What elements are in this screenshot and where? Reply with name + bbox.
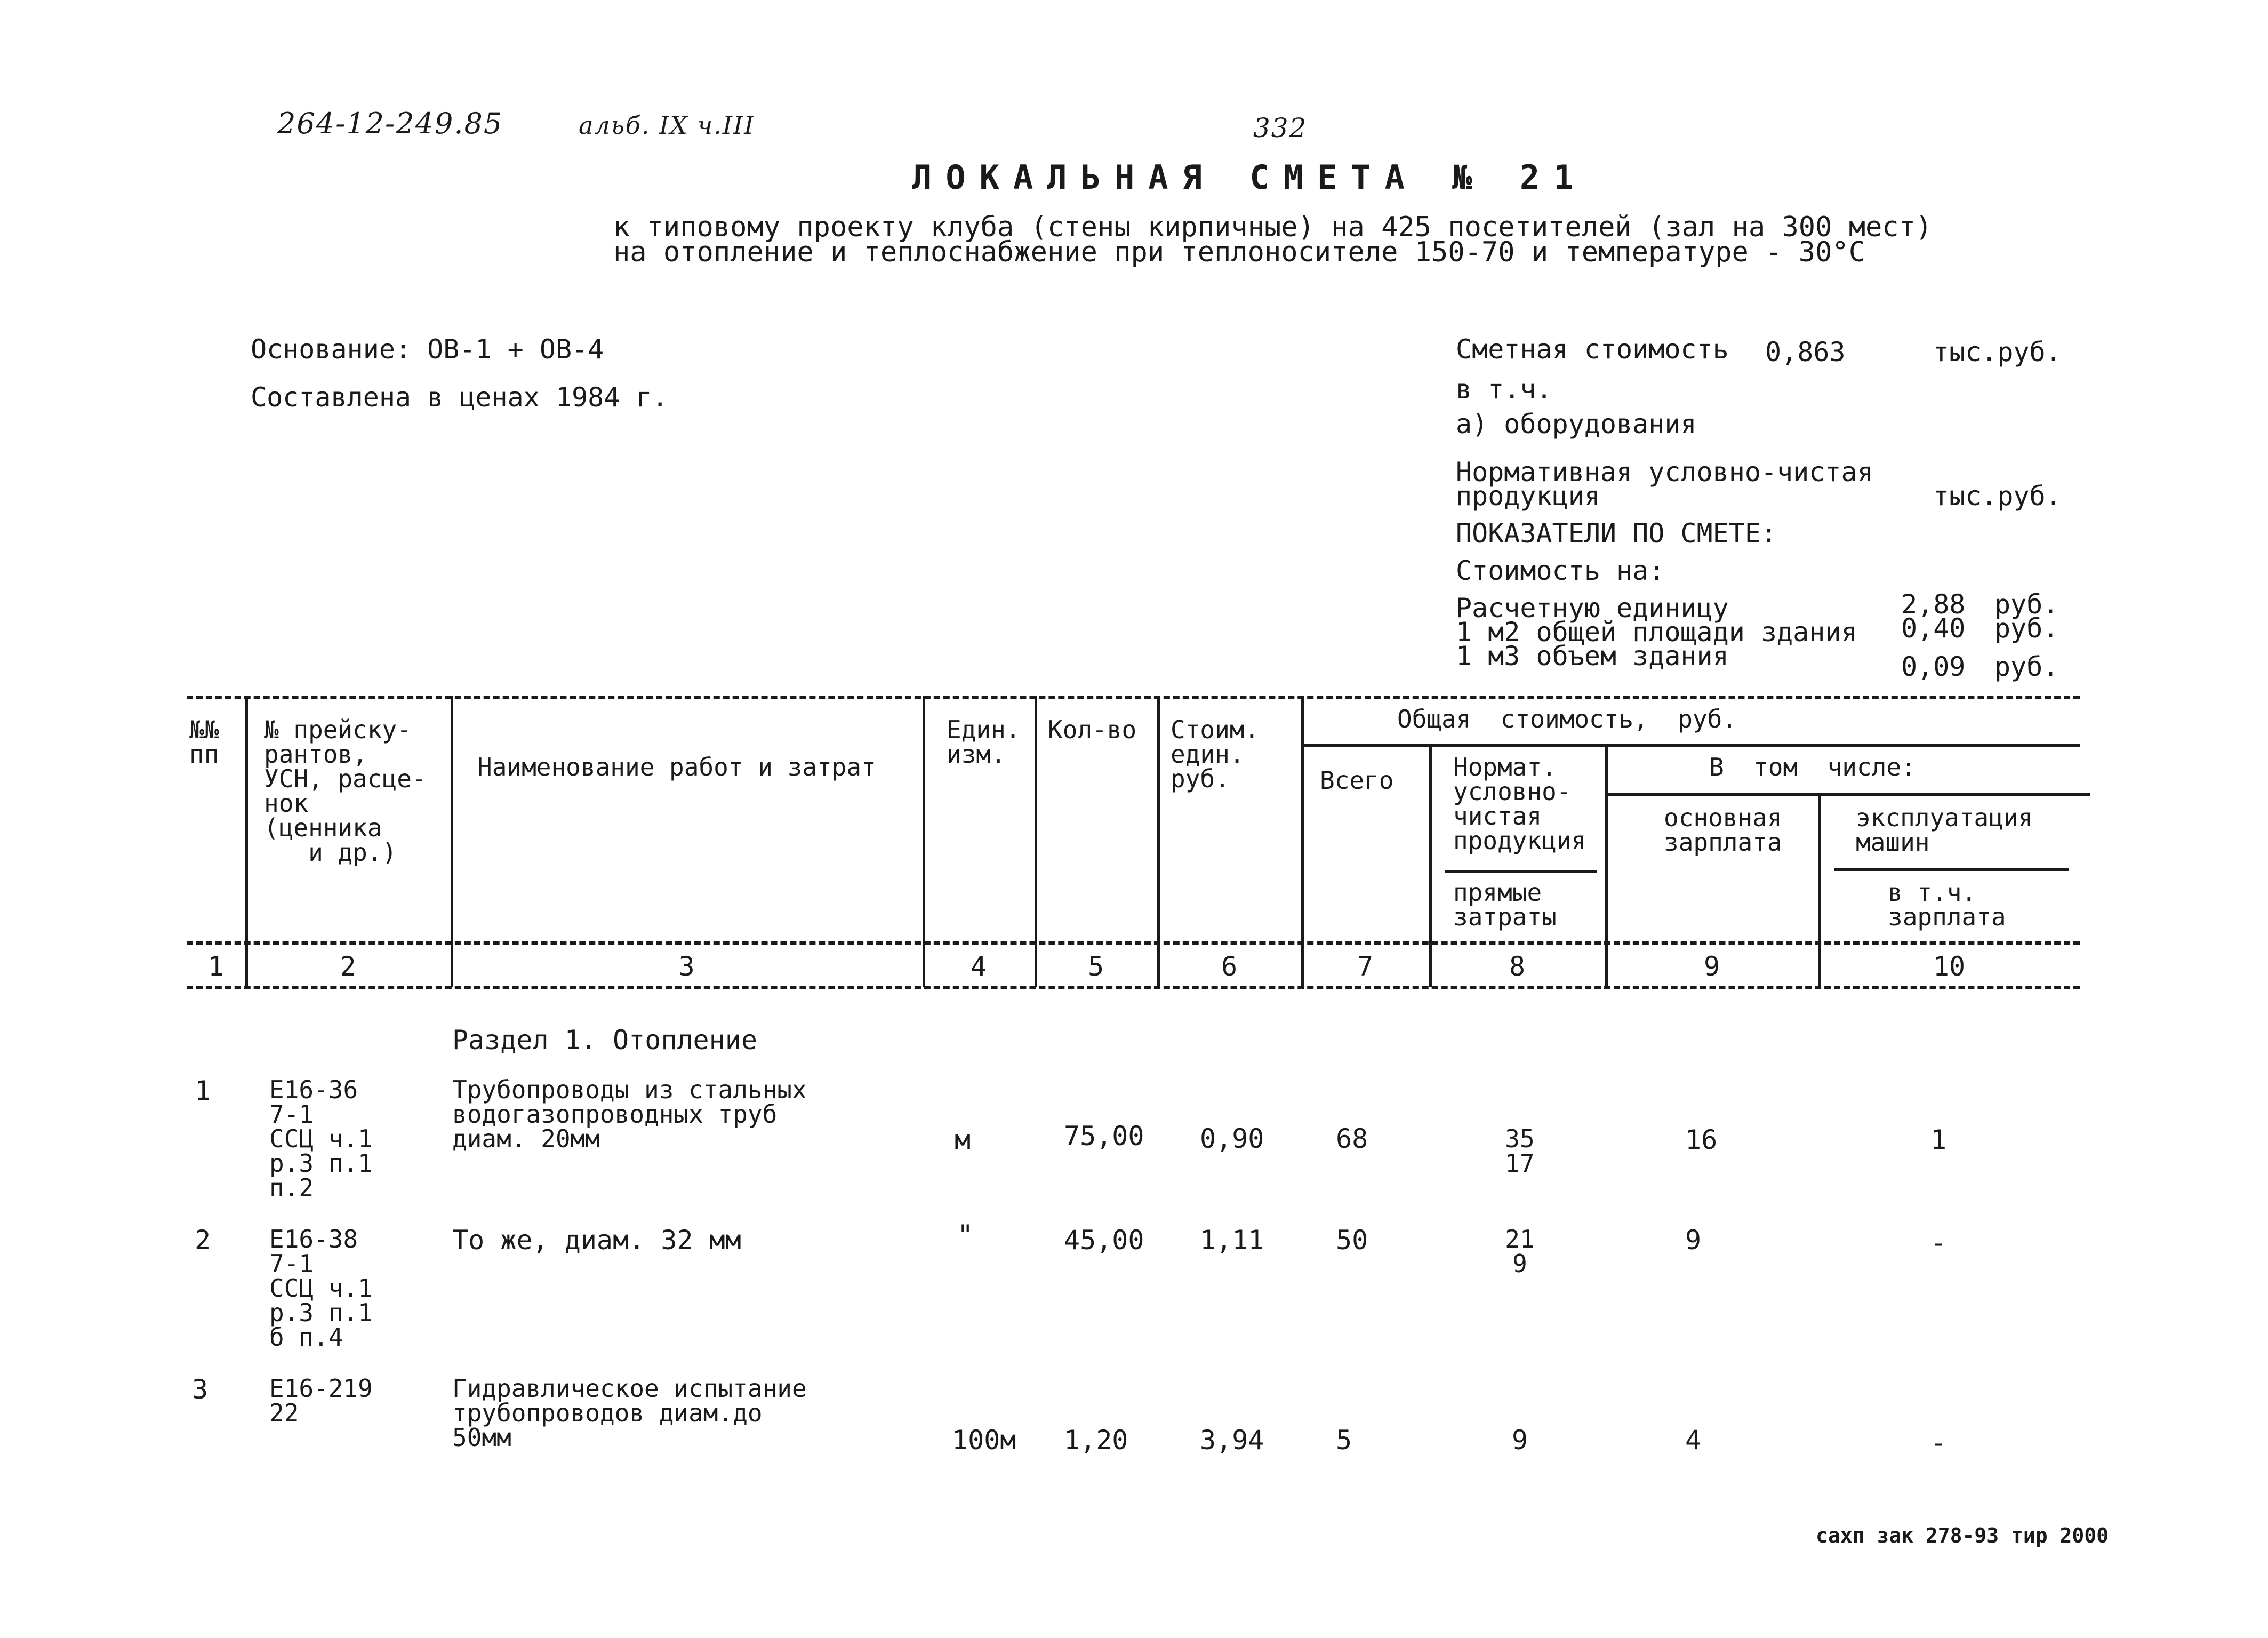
row-base-salary: 9: [1685, 1225, 1702, 1256]
header-price-codes: № прейску- рантов, УСН, расце- нок (ценника и др.): [264, 715, 427, 867]
row-total: 50: [1336, 1225, 1368, 1256]
row-unit-price: 3,94: [1200, 1425, 1264, 1456]
norm-product-unit: тыс.руб.: [1933, 481, 2062, 512]
row-number: 2: [195, 1225, 211, 1256]
row-work-name: Гидравлическое испытание трубопроводов диам.до 50мм: [452, 1374, 807, 1452]
row-norm-product: 9: [1511, 1425, 1528, 1456]
row-unit: м: [955, 1124, 971, 1155]
header-direct-costs: прямые затраты: [1453, 878, 1557, 931]
indicator-value: 0,09: [1901, 651, 1966, 682]
estimated-cost-label: Сметная стоимость: [1456, 334, 1729, 365]
row-unit-price: 0,90: [1200, 1123, 1264, 1154]
indicator-label: 1 м3 объем здания: [1456, 641, 1729, 672]
numbers-bottom-rule: [187, 986, 2080, 989]
header-unit: Един. изм.: [947, 715, 1021, 769]
header-total: Всего: [1320, 766, 1394, 795]
row-price-code: Е16-36 7-1 ССЦ ч.1 р.3 п.1 п.2: [269, 1075, 373, 1202]
col-divider: [1429, 744, 1432, 987]
row-quantity: 45,00: [1064, 1225, 1144, 1256]
col-divider: [451, 696, 453, 987]
row-price-code: Е16-219 22: [269, 1374, 373, 1427]
basis-line: Основание: ОВ-1 + ОВ-4: [251, 334, 604, 365]
row-unit-price: 1,11: [1200, 1225, 1264, 1256]
row-number: 3: [192, 1374, 209, 1405]
row-unit: ": [957, 1219, 974, 1250]
row-work-name: То же, диам. 32 мм: [452, 1225, 741, 1256]
row-machine-operation: 1: [1930, 1124, 1947, 1155]
header-bottom-rule: [187, 941, 2080, 945]
column-number: 4: [970, 951, 987, 982]
incl-group-rule: [1605, 793, 2090, 796]
indicator-unit: руб.: [1994, 613, 2059, 644]
header-norm-product: Нормат. условно- чистая продукция: [1453, 753, 1586, 855]
column-number: 7: [1357, 951, 1374, 982]
row-base-salary: 16: [1685, 1124, 1718, 1155]
column-number: 1: [207, 951, 225, 982]
norm-product-label-2: продукция: [1456, 481, 1600, 512]
row-machine-operation: -: [1930, 1427, 1947, 1458]
row-total: 5: [1336, 1425, 1352, 1456]
prices-year-line: Составлена в ценах 1984 г.: [251, 382, 668, 413]
norm-product-label-1: Нормативная условно-чистая: [1456, 457, 1873, 488]
row-total: 68: [1336, 1123, 1368, 1154]
col-divider: [1035, 696, 1037, 987]
indicator-value: 0,40: [1901, 613, 1966, 644]
header-quantity: Кол-во: [1048, 715, 1137, 744]
row-norm-product: 35 17: [1505, 1124, 1535, 1178]
indicator-value: 2,88: [1901, 589, 1966, 620]
column-number: 2: [340, 951, 356, 982]
header-machine-operation: эксплуатация машин: [1856, 803, 2033, 857]
column-number: 5: [1087, 951, 1104, 982]
machines-split-rule: [1834, 868, 2069, 871]
column-number: 9: [1703, 951, 1720, 982]
print-stamp: сахп зак 278-93 тир 2000: [1816, 1524, 2109, 1547]
column-number: 6: [1221, 951, 1238, 982]
row-machine-operation: -: [1930, 1227, 1947, 1258]
including-label: в т.ч.: [1456, 374, 1552, 405]
header-machine-salary: в т.ч. зарплата: [1888, 878, 2006, 931]
header-work-name: Наименование работ и затрат: [477, 753, 876, 781]
header-total-group: Общая стоимость, руб.: [1397, 705, 1737, 733]
row-quantity: 1,20: [1064, 1425, 1128, 1456]
album-reference: альб. IX ч.III: [579, 111, 755, 140]
column-number: 10: [1933, 951, 1966, 982]
indicator-label: 1 м2 общей площади здания: [1456, 617, 1857, 648]
col-divider: [923, 696, 925, 987]
document-title: ЛОКАЛЬНАЯ СМЕТА № 21: [912, 158, 1588, 197]
row-base-salary: 4: [1685, 1425, 1702, 1456]
equipment-label: а) оборудования: [1456, 409, 1697, 440]
row-price-code: Е16-38 7-1 ССЦ ч.1 р.3 п.1 б п.4: [269, 1225, 373, 1352]
row-unit: 100м: [952, 1425, 1016, 1456]
subtitle-line-2: на отопление и теплоснабжение при теплоносителе 150-70 и температуре - 30°С: [613, 236, 1865, 268]
document-code: 264-12-249.85: [277, 107, 503, 140]
col-divider: [1605, 744, 1608, 987]
row-number: 1: [195, 1075, 211, 1106]
estimated-cost-unit: тыс.руб.: [1933, 337, 2062, 367]
col-divider: [1157, 696, 1160, 987]
header-unit-price: Стоим. един. руб.: [1171, 715, 1260, 793]
page-number: 332: [1253, 113, 1308, 143]
row-norm-product: 21 9: [1505, 1225, 1535, 1278]
norm-split-rule: [1445, 870, 1597, 873]
header-base-salary: основная зарплата: [1664, 803, 1782, 857]
header-row-number: №№ пп: [189, 715, 219, 769]
col-divider: [1301, 696, 1304, 987]
subtitle-line-1: к типовому проекту клуба (стены кирпичные) на 425 посетителей (зал на 300 мест): [613, 211, 1933, 243]
col-divider: [245, 696, 248, 987]
indicator-unit: руб.: [1994, 651, 2059, 682]
row-quantity: 75,00: [1064, 1121, 1144, 1152]
column-number: 8: [1509, 951, 1526, 982]
indicator-unit: руб.: [1994, 589, 2059, 620]
section-title: Раздел 1. Отопление: [452, 1025, 757, 1056]
estimated-cost-value: 0,863: [1765, 337, 1846, 367]
table-top-rule: [187, 696, 2080, 699]
column-number: 3: [678, 951, 695, 982]
total-group-rule: [1304, 744, 2080, 747]
indicators-heading: ПОКАЗАТЕЛИ ПО СМЕТЕ:: [1456, 518, 1777, 549]
header-incl-group: В том числе:: [1709, 753, 1916, 781]
row-work-name: Трубопроводы из стальных водогазопроводных труб диам. 20мм: [452, 1075, 807, 1153]
indicator-label: Расчетную единицу: [1456, 593, 1729, 624]
cost-per-label: Стоимость на:: [1456, 555, 1665, 586]
